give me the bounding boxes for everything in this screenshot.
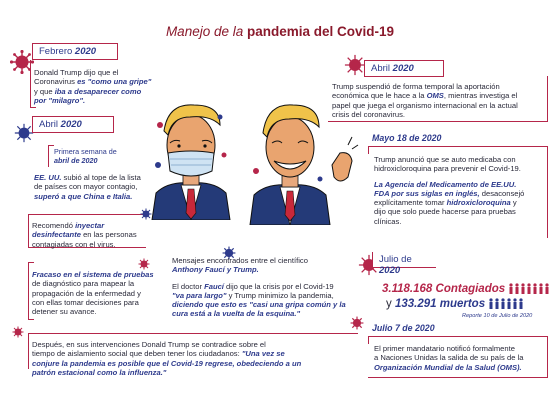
apr-left-text: EE. UU. subió al tope de la lista de países con mayor contagio, superó a que China e Italia.: [34, 173, 141, 201]
bottom-text: Después, en sus intervenciones Donald Trump se contradice sobre el tiempo de aislamiento social que deben tener los ciudadanos: "Una vez se conjure la pandemia es posible que el Covid-19 regrese, obedeciendo a un patrón estacional como la influenza.": [32, 340, 302, 377]
jul7-bracket-tick: [368, 336, 369, 344]
virus-icon: [350, 316, 364, 330]
virus-icon: [12, 326, 24, 338]
people-icons: [508, 283, 554, 294]
feb-text: Donald Trump dijo que el Coronavirus es "como una gripe" y que iba a desaparecer como por "milagro".: [34, 68, 152, 105]
feb-label: Febrero 2020: [32, 43, 118, 60]
may-label: Mayo 18 de 2020: [372, 133, 442, 143]
cases-stat: 3.118.168 Contagiados: [382, 283, 554, 295]
virus-icon: [138, 258, 150, 270]
page-title: Manejo de la pandemia del Covid-19: [165, 24, 395, 39]
virus-icon: [14, 123, 34, 143]
people-icons: [488, 298, 528, 309]
may-bracket-tick: [368, 146, 369, 154]
jul7-text: El primer mandatario notificó formalmente a Naciones Unidas la salida de su país de la Organización Mundial de la Salud (OMS).: [374, 344, 524, 372]
jul7-label: Julio 7 de 2020: [372, 323, 435, 333]
jul-label: Julio de 2020: [372, 252, 436, 268]
inject-text: Recomendó inyectar desinfectante en las personas contagiadas con el virus.: [32, 221, 137, 249]
apr-right-label: Abril 2020: [364, 60, 444, 77]
trump-masked-illustration: [150, 95, 232, 220]
may-text: Trump anunció que se auto medicaba con hidroxicloroquina para prevenir el Covid-19. La Agencia del Medicamento de EE.UU. FDA por sus siglas en inglés, desaconsejó explícitamente tomar hidroxicloroquina y dijo que solo puede hacerse para pruebas clínicas.: [374, 155, 525, 226]
report-note: Reporte 10 de Julio de 2020: [462, 313, 533, 319]
deaths-stat: y 133.291 muertos: [386, 298, 528, 310]
virus-icon: [344, 54, 366, 76]
apr-left-label: Abril 2020: [32, 116, 114, 133]
apr-right-text: Trump suspendió de forma temporal la aportación económica que le hace a la OMS, mientras investiga el papel que juega el organismo internacional en la actual crisis del coronavirus.: [332, 82, 518, 119]
apr-left-subtitle: Primera semana de abril de 2020: [54, 147, 117, 165]
fail-text: Fracaso en el sistema de pruebas de diagnóstico para mapear la propagación de la enfermedad y con ellas tomar decisiones para detener su avance.: [32, 270, 154, 317]
center-text: Mensajes encontrados entre el científico Anthony Faucí y Trump. El doctor Faucí dijo que la crisis por el Covid-19 "va para largo" y Trump minimizo la pandemia, diciendo que esto es "casi una gripa común y la cura está a la vuelta de la esquina.": [172, 256, 346, 319]
